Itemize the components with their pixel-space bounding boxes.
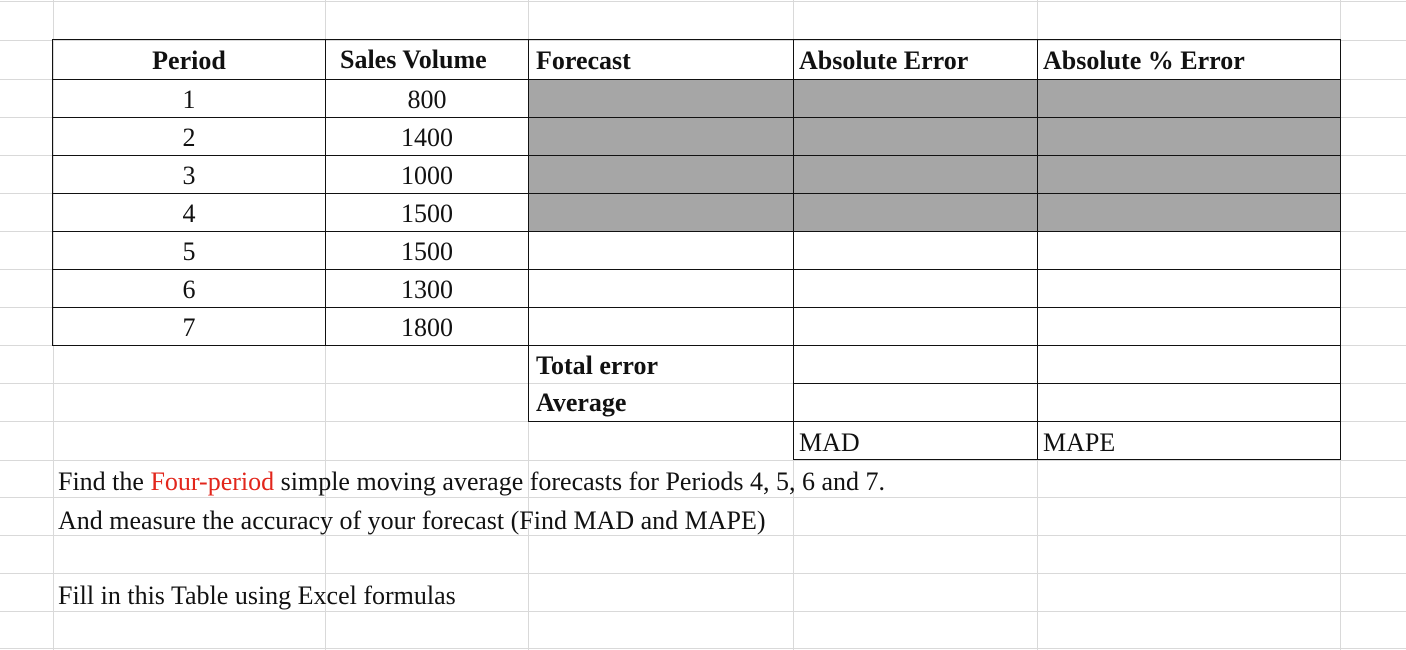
- forecast-cell[interactable]: [528, 117, 794, 156]
- abs-error-cell[interactable]: [793, 79, 1038, 118]
- total-abs-error-cell[interactable]: [793, 345, 1038, 384]
- mad-cell[interactable]: [793, 421, 1038, 460]
- period-value: 7: [182, 313, 196, 342]
- abs-pct-error-cell[interactable]: [1037, 269, 1341, 308]
- average-label-cell[interactable]: [528, 383, 794, 422]
- abs-error-cell[interactable]: [793, 117, 1038, 156]
- header-abs-pct-error-cell[interactable]: [1037, 39, 1341, 80]
- mad-label: MAD: [799, 428, 860, 457]
- instruction-line-1-prefix: Find the: [58, 467, 151, 496]
- header-forecast: Forecast: [536, 46, 631, 75]
- header-sales-volume: Sales Volume: [340, 45, 487, 74]
- total-error-label-cell[interactable]: [528, 345, 794, 384]
- forecast-cell[interactable]: [528, 193, 794, 232]
- period-cell[interactable]: [52, 193, 326, 232]
- period-value: 4: [182, 199, 196, 228]
- mape-cell[interactable]: [1037, 421, 1341, 460]
- sales-cell[interactable]: [325, 307, 529, 346]
- abs-error-cell[interactable]: [793, 307, 1038, 346]
- sales-value: 1500: [401, 237, 453, 266]
- instruction-line-1-suffix: simple moving average forecasts for Periods 4, 5, 6 and 7.: [274, 467, 885, 496]
- period-cell[interactable]: [52, 231, 326, 270]
- period-value: 3: [182, 161, 196, 190]
- forecast-cell[interactable]: [528, 155, 794, 194]
- sales-cell[interactable]: [325, 155, 529, 194]
- abs-pct-error-cell[interactable]: [1037, 117, 1341, 156]
- instruction-line-2: And measure the accuracy of your forecast (Find MAD and MAPE): [58, 506, 766, 535]
- instruction-line-3: Fill in this Table using Excel formulas: [58, 581, 456, 610]
- header-forecast-cell[interactable]: [528, 39, 794, 80]
- period-value: 1: [182, 85, 196, 114]
- mape-label: MAPE: [1043, 428, 1116, 457]
- period-cell[interactable]: [52, 117, 326, 156]
- forecast-cell[interactable]: [528, 231, 794, 270]
- abs-error-cell[interactable]: [793, 269, 1038, 308]
- header-abs-error-cell[interactable]: [793, 39, 1038, 80]
- sales-value: 1300: [401, 275, 453, 304]
- abs-pct-error-cell[interactable]: [1037, 231, 1341, 270]
- sales-cell[interactable]: [325, 231, 529, 270]
- forecast-cell[interactable]: [528, 307, 794, 346]
- instruction-highlight: Four-period: [150, 467, 275, 496]
- sales-value: 1500: [401, 199, 453, 228]
- abs-pct-error-cell[interactable]: [1037, 307, 1341, 346]
- period-value: 5: [182, 237, 196, 266]
- header-period: Period: [152, 46, 226, 75]
- period-value: 6: [182, 275, 196, 304]
- header-period-cell[interactable]: [52, 39, 326, 80]
- header-sales-cell[interactable]: [325, 39, 529, 80]
- average-label: Average: [536, 388, 627, 417]
- sales-value: 1400: [401, 123, 453, 152]
- instruction-line-1: [58, 467, 885, 497]
- sales-cell[interactable]: [325, 79, 529, 118]
- average-abs-pct-error-cell[interactable]: [1037, 383, 1341, 422]
- abs-pct-error-cell[interactable]: [1037, 193, 1341, 232]
- sales-value: 1800: [401, 313, 453, 342]
- period-cell[interactable]: [52, 307, 326, 346]
- forecast-cell[interactable]: [528, 269, 794, 308]
- total-abs-pct-error-cell[interactable]: [1037, 345, 1341, 384]
- period-cell[interactable]: [52, 79, 326, 118]
- abs-error-cell[interactable]: [793, 155, 1038, 194]
- sales-cell[interactable]: [325, 269, 529, 308]
- forecast-cell[interactable]: [528, 79, 794, 118]
- period-cell[interactable]: [52, 155, 326, 194]
- period-value: 2: [182, 123, 196, 152]
- abs-error-cell[interactable]: [793, 193, 1038, 232]
- sales-value: 1000: [401, 161, 453, 190]
- abs-pct-error-cell[interactable]: [1037, 79, 1341, 118]
- header-absolute-error: Absolute Error: [799, 46, 969, 75]
- sales-cell[interactable]: [325, 117, 529, 156]
- abs-pct-error-cell[interactable]: [1037, 155, 1341, 194]
- period-cell[interactable]: [52, 269, 326, 308]
- sales-value: 800: [407, 85, 447, 114]
- total-error-label: Total error: [536, 351, 659, 380]
- sales-cell[interactable]: [325, 193, 529, 232]
- header-absolute-pct-error: Absolute % Error: [1043, 46, 1245, 75]
- average-abs-error-cell[interactable]: [793, 383, 1038, 422]
- abs-error-cell[interactable]: [793, 231, 1038, 270]
